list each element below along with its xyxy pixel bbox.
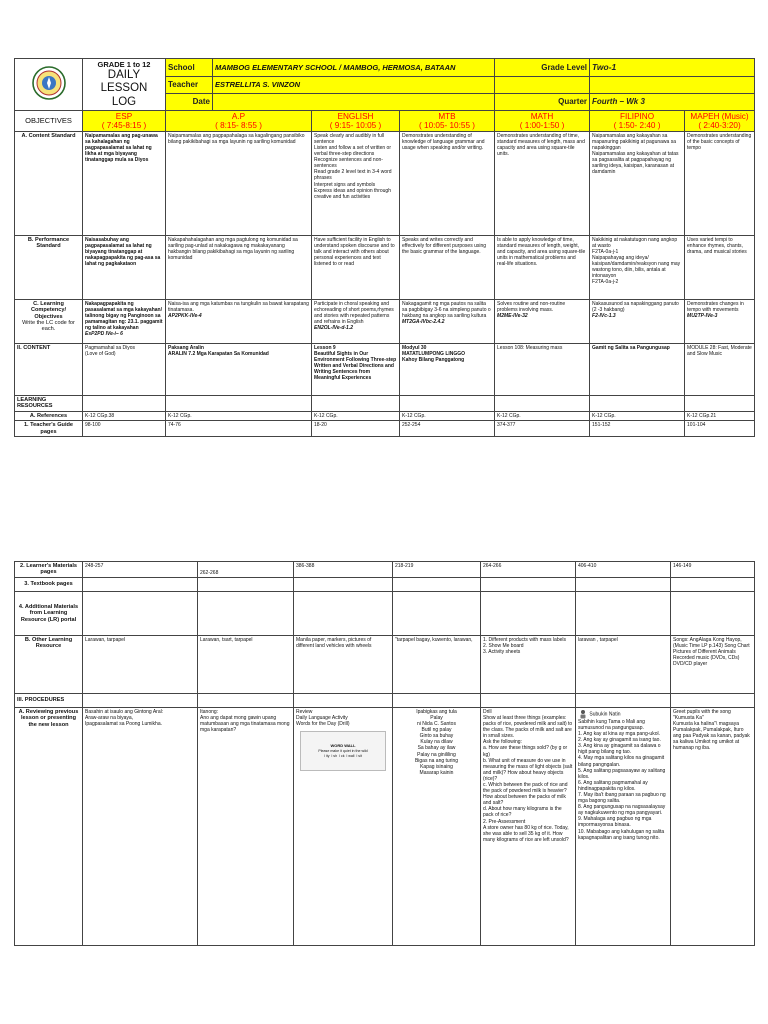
dll-top-section <box>14 58 754 437</box>
content-standard-math: Demonstrates understanding of time, standard measures of length, mass and capacity and area using square-tile units. <box>495 131 590 235</box>
content-standard-mtb: Demonstrates understanding of knowledge of language grammar and usage when speaking and/or writing. <box>400 131 495 235</box>
reviewing-filipino-text: Subukin Natin Sabihin kung Tama o Mali ang sumusunod na pangungusap. 1. Ang kay at kina ay mga pang-ukol. 2. Ang kay ay ginagamit sa isang tao. 3. Ang kina ay ginagamit sa dalawa o higit pang bilang ng tao. 4. May mga salitang kilos na ginagamit bilang pangngalan. 5. Ang salitang pagsasayaw ay salitang kilos. 6. Ang salitang pagmamahal ay hindinagpapakita ng kilos. 7. May iba't ibang paraan sa pagbuo ng mga bagong salita. 8. Ang pangungusap na nagsasalaysay ay nagkukuwento ng mga pangyayari. 9. Mahalaga ang pagbuo ng mga impormasyonsa binasa. 10. Mababago ang kahulugan ng salita kapagnapalitan ang isang tunog nito. <box>578 711 666 841</box>
other-math: 1. Different products with mass labels 2. Show Me board 3. Activity sheets <box>481 635 576 693</box>
reviewing-esp: Basahin at isaulo ang Gintong Aral: Araw-araw na biyaya, Ipagpasalamat sa Poong Lumikha. <box>83 707 198 945</box>
quarter-value: Fourth – Wk 3 <box>590 93 755 110</box>
performance-standard-mtb: Speaks and writes correctly and effectively for different purposes using the basic grammar of the language. <box>400 235 495 299</box>
teacher-value: ESTRELLITA S. VINZON <box>213 76 495 93</box>
content-math: Lesson 108: Measuring mass <box>495 343 590 395</box>
lm-mtb: 218-219 <box>393 562 481 578</box>
subject-filipino: FILIPINO ( 1:50- 2:40 ) <box>590 110 685 131</box>
row-label-procedures: III. PROCEDURES <box>15 693 83 707</box>
row-label-reviewing: A. Reviewing previous lesson or presenting the new lesson <box>15 707 83 945</box>
other-mtb: "tarpapel bagay, kuwento, larawan, <box>393 635 481 693</box>
content-mapeh: MODULE 28: Fast, Moderate and Slow Music <box>685 343 755 395</box>
word-wall-words: l ity l sh l ck l wall l sit <box>324 753 362 758</box>
performance-standard-filipino: Nakikinig at nakatutugon nang angkop at wasto F2TA-0a-j-1 Naipapahayag ang ideya/ kaisipan/damdamin/reaksyon nang may wastong tono, diin, bilis, antala at intonasyon F2TA-0a-j-2 <box>590 235 685 299</box>
references-mtb: K-12 CGp. <box>400 411 495 420</box>
tg-ap: 74-76 <box>166 421 312 437</box>
row-label-references: A. References <box>15 411 83 420</box>
lm-ap: 262-268 <box>198 562 294 578</box>
content-filipino: Gamit ng Salita sa Pangungusap <box>590 343 685 395</box>
content-english: Lesson 9 Beautiful Sights in Our Environment Following Three-step Written and Verbal Directions and Writing Sentences from Meaningful Experiences <box>312 343 400 395</box>
competency-english: Participate in choral speaking and echoreading of short poems,rhymes and stories with repeated patterns and refrains in English EN2OL-IVe-d-1.2 <box>312 299 400 343</box>
subject-ap: A.P ( 8:15- 8:55 ) <box>166 110 312 131</box>
school-label: School <box>166 59 213 77</box>
subject-esp: ESP ( 7:45-8:15 ) <box>83 110 166 131</box>
row-label-learning-resources: LEARNING RESOURCES <box>15 395 83 411</box>
competency-esp: Nakapagpapakita ng pasasalamat sa mga kakayahan/ talinong bigay ng Panginoon sa pamamagitan ng: 23.1. paggamit ng talino at kakayahan EsP2PD IVe-i– 6 <box>83 299 166 343</box>
performance-standard-mapeh: Uses varied tempi to enhance rhymes, chants, drama, and musical stories <box>685 235 755 299</box>
tg-mapeh: 101-104 <box>685 421 755 437</box>
tg-english: 18-20 <box>312 421 400 437</box>
content-mtb: Modyul 30 MATATLUMPONG LINGGO Kahoy Bilang Panggatong <box>400 343 495 395</box>
row-label-learners-materials: 2. Learner's Materials pages <box>15 562 83 578</box>
deped-seal-icon <box>32 66 66 100</box>
reviewing-filipino <box>576 707 671 945</box>
content-esp: Pagmamahal sa Diyos (Love of God) <box>83 343 166 395</box>
subject-math: MATH ( 1:00-1:50 ) <box>495 110 590 131</box>
competency-filipino: Nakasusunod sa napakinggang panuto (2 -3 hakbang) F2-IVc-1.3 <box>590 299 685 343</box>
row-label-learning-competency: C. Learning Competency/ Objectives Write the LC code for each. <box>15 299 83 343</box>
subject-mtb: MTB ( 10:05- 10:55 ) <box>400 110 495 131</box>
objectives-header: OBJECTIVES <box>15 110 83 131</box>
row-label-other-resources: B. Other Learning Resource <box>15 635 83 693</box>
other-ap: Larawan, tsart, tarpapel <box>198 635 294 693</box>
dll-header-table <box>14 58 755 437</box>
competency-mtb: Nakagagamit ng mga pautos na salita sa pagbibigay 3-6 na simpleng panuto o hakbang na angkop sa sariling kultura MT2GA-IVbc-2.4.2 <box>400 299 495 343</box>
content-standard-esp: Naipamamalas ang pag-unawa sa kahalagahan ng pagpapasalamat sa lahat ng likha at mga biyayang tinatanggap mula sa Diyos <box>83 131 166 235</box>
content-standard-ap: Naipamamalas ang pagpapahalaga sa kagalingang pansibiko bilang pakikibahagi sa mga layunin ng sariling komunidad <box>166 131 312 235</box>
performance-standard-math: Is able to apply knowledge of time, standard measures of length, weight, and capacity, and area using square-tile units in mathematical problems and real-life situations. <box>495 235 590 299</box>
lm-math: 264-266 <box>481 562 576 578</box>
word-wall-title: WORD WALL <box>330 743 356 749</box>
reviewing-english <box>294 707 393 945</box>
row-label-additional-materials: 4. Additional Materials from Learning Resource (LR) portal <box>15 591 83 635</box>
quarter-label: Quarter <box>495 93 590 110</box>
deped-seal <box>15 59 83 111</box>
dll-title-line2: LOG <box>111 95 137 108</box>
grade-range: GRADE 1 to 12 <box>97 60 151 69</box>
reviewing-mapeh: Greet pupils with the song "Kumusta Ka" Kumusta ka halina"\ magsaya Pumalakpak, Pumalakpak, Ituro ang paa Padyak sa kanan, padyak sa kaliwa Umikot ng umikot at humanap ng iba. <box>671 707 755 945</box>
reviewing-math: Drill Show at least three things (examples: packs of rice, powdered milk and salt) to the class. The packs of milk and salt are in small sizes. Ask the following: a. How are these things sold? (by g or kg) b. What unit of measure do we use in measuring the mass of light objects (salt and milk)? How about heavy objects (rice)? c. Which between the pack of rice and the pack of powdered milk is heavier? How about between the packs of milk and salt? d. About how many kilograms is the pack of rice? 2. Pre-Assessment A store owner has 80 kg of rice. Today, she was able to sell 35 kg of it. How many kilograms of rice are left unsold? <box>481 707 576 945</box>
performance-standard-esp: Naisasabuhay ang pagpapasalamat sa lahat ng biyayang tinatanggap at nakapagpapakita ng pag-asa sa lahat ng pagkakataon <box>83 235 166 299</box>
subject-english: ENGLISH ( 9:15- 10:05 ) <box>312 110 400 131</box>
competency-mapeh: Demonstrates changes in tempo with movements MU2TP-IVe-3 <box>685 299 755 343</box>
row-label-teachers-guide: 1. Teacher's Guide pages <box>15 421 83 437</box>
tg-filipino: 151-152 <box>590 421 685 437</box>
student-reading-icon <box>578 709 588 719</box>
dll-bottom-section <box>14 561 754 946</box>
grade-level-value: Two-1 <box>590 59 755 77</box>
reviewing-ap: Itanong: Ano ang dapat mong gawin upang matumbasan ang mga tinatamasa mong mga karapatan? <box>198 707 294 945</box>
other-filipino: larawan , tarpapel <box>576 635 671 693</box>
other-mapeh: Songs: AngAlaga Kong Hayop, (Music Time LP p.143) Song Chart Pictures of Different Animals Recorded music (DVDs, CDs) DVD/CD player <box>671 635 755 693</box>
references-math: K-12 CGp. <box>495 411 590 420</box>
school-value: MAMBOG ELEMENTARY SCHOOL / MAMBOG, HERMOSA, BATAAN <box>213 59 495 77</box>
other-english: Manila paper, markers, pictures of different land vehicles with wheels <box>294 635 393 693</box>
content-ap: Paksang Aralin ARALIN 7.2 Mga Karapatan Sa Komunidad <box>166 343 312 395</box>
date-label: Date <box>166 93 213 110</box>
tg-math: 374-377 <box>495 421 590 437</box>
reviewing-mtb: Ipabigkas ang tula Palay ni Nida C. Santos Butil ng palay Ginto sa buhay Kulay na dilaw Sa bahay ay ilaw Palay na ginililing Bigas na ang turing Kapag isinaing Masarap kainin <box>393 707 481 945</box>
other-esp: Larawan, tarpapel <box>83 635 198 693</box>
references-mapeh: K-12 CGp.21 <box>685 411 755 420</box>
row-label-content-standard: A. Content Standard <box>15 131 83 235</box>
content-standard-english: Speak clearly and audibly in full sentence Listen and follow a set of written or verbal three-step directions Recognize sentences and non-sentences Read grade 2 level text in 3-4 word phrases Interpret signs and symbols Express ideas and opinion through creative and fun activities <box>312 131 400 235</box>
lm-mapeh: 146-149 <box>671 562 755 578</box>
dll-title-line1: DAILY LESSON <box>100 69 148 95</box>
grade-level-label: Grade Level <box>495 59 590 77</box>
competency-ap: Naisa-isa ang mga katumbas na tungkulin sa bawat karapatang tinatamasa. AP2PKK-IVe-4 <box>166 299 312 343</box>
references-ap: K-12 CGp. <box>166 411 312 420</box>
subject-mapeh: MAPEH (Music) ( 2:40-3:20) <box>685 110 755 131</box>
references-esp: K-12 CGp.38 <box>83 411 166 420</box>
lm-english: 386-388 <box>294 562 393 578</box>
content-standard-mapeh: Demonstrates understanding of the basic concepts of tempo <box>685 131 755 235</box>
date-value <box>213 93 495 110</box>
word-wall-line: Please make it quiet in the wild <box>318 749 368 754</box>
row-label-content: II. CONTENT <box>15 343 83 395</box>
performance-standard-english: Have sufficient facility in English to understand spoken discourse and to talk and interact with others about personal experiences and text listened to or read <box>312 235 400 299</box>
tg-esp: 98-100 <box>83 421 166 437</box>
lm-esp: 248-257 <box>83 562 198 578</box>
row-label-textbook-pages: 3. Textbook pages <box>15 577 83 591</box>
row-label-performance-standard: B. Performance Standard <box>15 235 83 299</box>
content-standard-filipino: Naipamamalas ang kakayahan sa mapanuring pakikinig at pagunawa sa napakinggan Naipamamalas ang kakayahan at tatas sa pagsasalita at pagpapahayag ng sariling ideya, kaisipan, karanasan at damdamin <box>590 131 685 235</box>
lm-filipino: 406-410 <box>576 562 671 578</box>
references-english: K-12 CGp. <box>312 411 400 420</box>
competency-math: Solves routine and non-routine problems involving mass. M2ME-IVe-32 <box>495 299 590 343</box>
performance-standard-ap: Nakapahahalagahan ang mga pagtulong ng komunidad sa sariling pag-unlad at nakakagawa ng makakayanang hakbangin bilang pakikibahagi sa mga layunin ng sariling komunidad <box>166 235 312 299</box>
dll-resources-procedures-table <box>14 561 755 946</box>
reviewing-english-text: Review Daily Language Activity Words for the Day (Drill) <box>296 708 350 728</box>
word-wall-card <box>300 731 386 771</box>
tg-mtb: 252-254 <box>400 421 495 437</box>
dll-title-block <box>83 59 166 111</box>
references-filipino: K-12 CGp. <box>590 411 685 420</box>
teacher-label: Teacher <box>166 76 213 93</box>
